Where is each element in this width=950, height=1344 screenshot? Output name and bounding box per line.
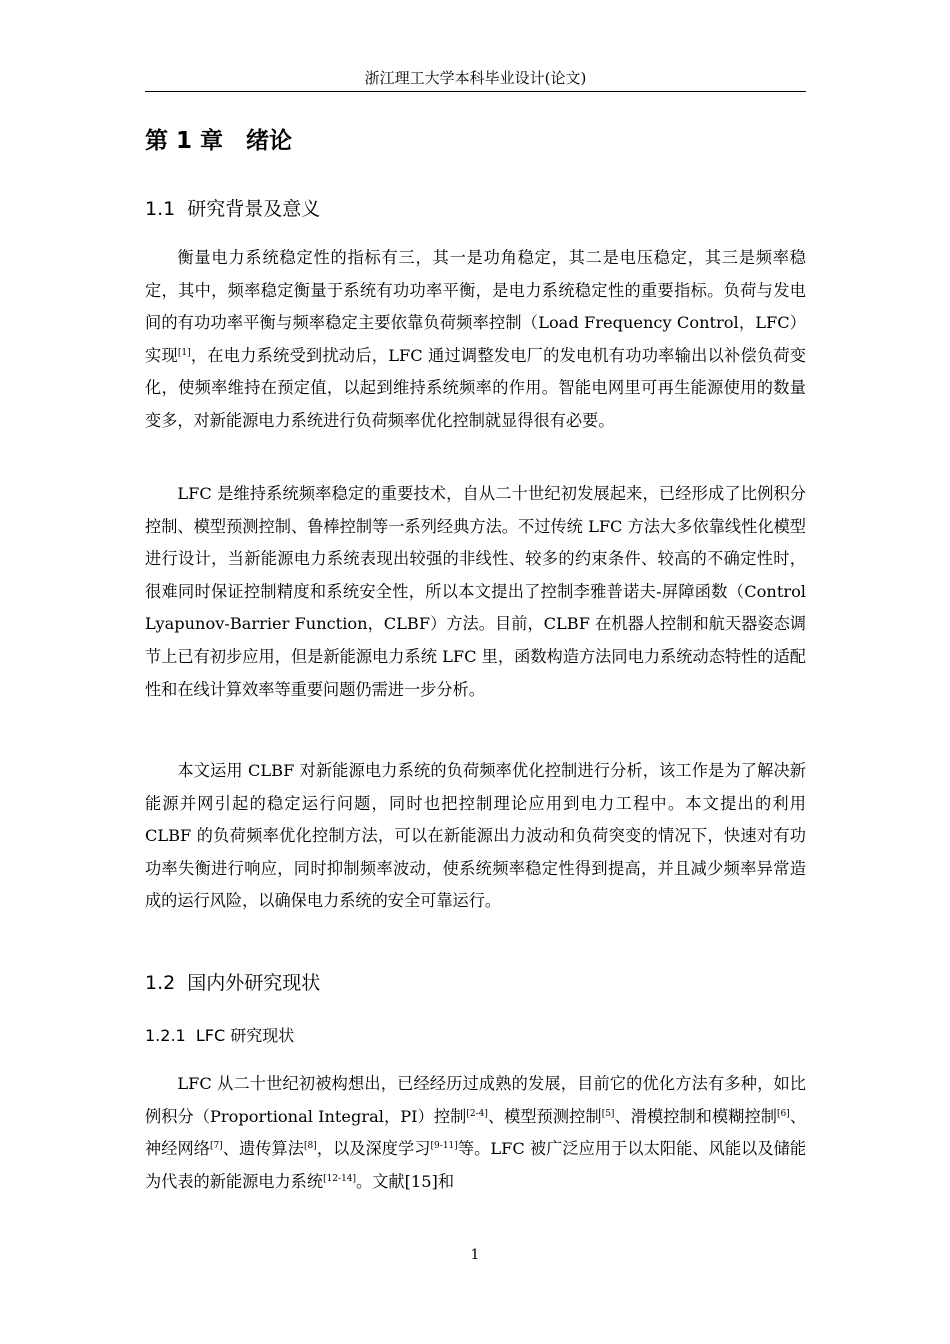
subsection-title-1-2-1: 1.2.1 LFC 研究现状 [145,1026,295,1045]
paragraph-1-1-a [145,242,806,438]
paragraph-1-2-1-a [145,1068,806,1198]
chapter-title: 第 1 章 绪论 [145,128,293,154]
text-run: 、模型预测控制 [487,1106,602,1126]
text-run: 、遗传算法 [222,1139,305,1159]
text-run: LFC 从二十世纪初被构想出，已经经历过成熟的发展，目前它的优化方法有多种，如比例积分（Proportional Integral，PI）控制 [145,1074,806,1126]
citation-5: [5] [601,1108,615,1119]
citation-7: [7] [209,1141,223,1152]
text-run: 、神经网络 [145,1106,806,1159]
citation-8: [8] [304,1141,317,1152]
citation-9-11: [9-11] [430,1141,458,1152]
citation-1: [1] [177,347,191,358]
text-run: 、滑模控制和模糊控制 [614,1106,777,1126]
text-run: 衡量电力系统稳定性的指标有三，其一是功角稳定，其二是电压稳定，其三是频率稳定，其中，频率稳定衡量于系统有功功率平衡，是电力系统稳定性的重要指标。负荷与发电间的有功功率平衡与频率稳定主要依靠负荷频率控制（Load Frequency Control，LFC）实现 [145,248,806,365]
citation-6: [6] [777,1108,790,1119]
citation-2-4: [2-4] [466,1108,488,1119]
section-title-1-2: 1.2 国内外研究现状 [145,972,321,994]
paragraph-1-1-c: 本文运用 CLBF 对新能源电力系统的负荷频率优化控制进行分析，该工作是为了解决新能源并网引起的稳定运行问题，同时也把控制理论应用到电力工程中。本文提出的利用 CLBF 的负荷频率优化控制方法，可以在新能源出力波动和负荷突变的情况下，快速对有功功率失衡进行响应，同时抑制频率波动，使系统频率稳定性得到提高，并且减少频率异常造成的运行风险，以确保电力系统的安全可靠运行。 [145,761,806,911]
running-header: 浙江理工大学本科毕业设计(论文) [364,69,587,87]
text-run: ，在电力系统受到扰动后，LFC 通过调整发电厂的发电机有功功率输出以补偿负荷变化，使频率维持在预定值，以起到维持系统频率的作用。智能电网里可再生能源使用的数量变多，对新能源电力系统进行负荷频率优化控制就显得很有必要。 [145,345,806,430]
citation-12-14: [12-14] [323,1173,357,1184]
section-title-1-1: 1.1 研究背景及意义 [145,198,321,220]
text-run: ，以及深度学习 [316,1139,431,1159]
text-run: 。文献[15]和 [356,1171,455,1191]
paragraph-1-1-b: LFC 是维持系统频率稳定的重要技术，自从二十世纪初发展起来，已经形成了比例积分控制、模型预测控制、鲁棒控制等一系列经典方法。不过传统 LFC 方法大多依靠线性化模型进行设计，当新能源电力系统表现出较强的非线性、较多的约束条件、较高的不确定性时，很难同时保证控制精度和系统安全性，所以本文提出了控制李雅普诺夫-屏障函数（Control Lyapunov-Barrier Function，CLBF）方法。目前，CLBF 在机器人控制和航天器姿态调节上已有初步应用，但是新能源电力系统 LFC 里，函数构造方法同电力系统动态特性的适配性和在线计算效率等重要问题仍需进一步分析。 [145,484,806,699]
header-rule [145,91,806,92]
text-run: 等。LFC 被广泛应用于以太阳能、风能以及储能为代表的新能源电力系统 [145,1139,807,1191]
page-number: 1 [470,1247,480,1263]
